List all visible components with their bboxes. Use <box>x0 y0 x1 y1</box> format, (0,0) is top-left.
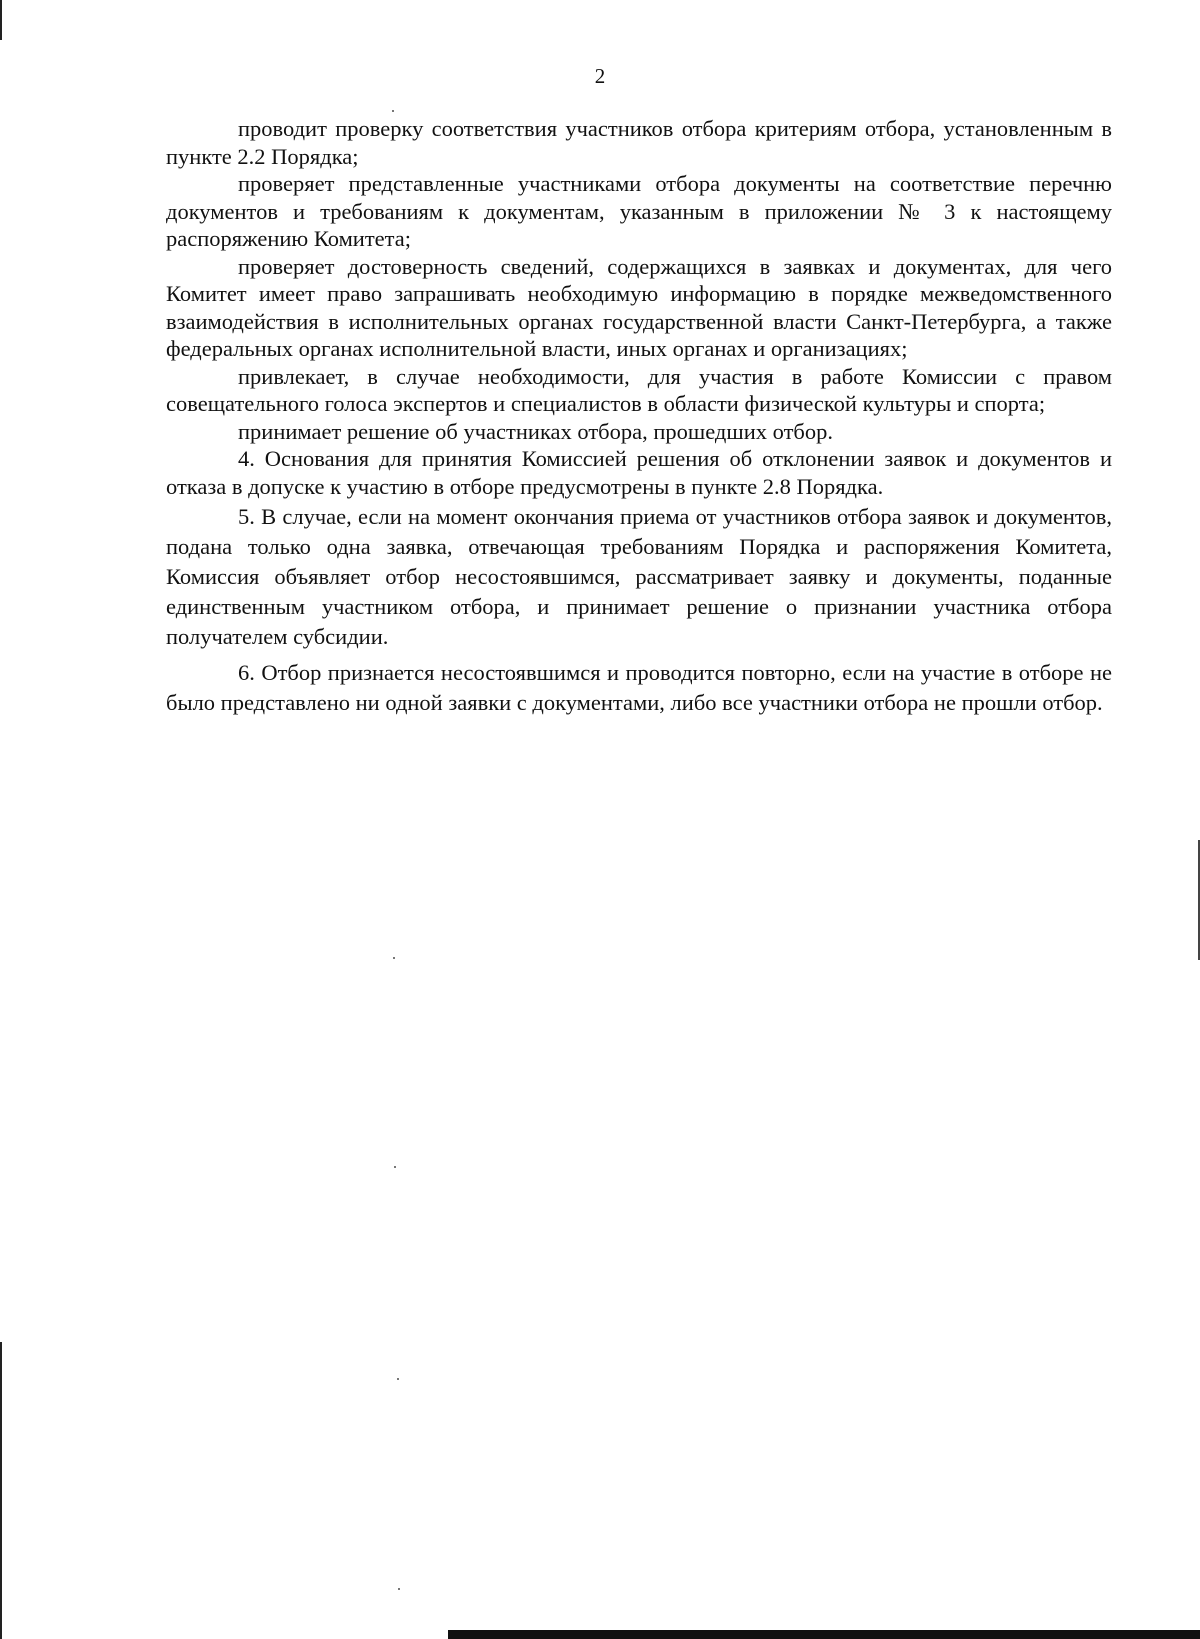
scan-speck <box>392 110 394 112</box>
paragraph-item-6: 6. Отбор признается несостоявшимся и проводится повторно, если на участие в отборе не было представлено ни одной заявки с документами, либо все участники отбора не прошли отбор. <box>166 660 1112 715</box>
paragraph-check-criteria: проводит проверку соответствия участников отбора критериям отбора, установленным в пункте 2.2 Порядка; <box>166 116 1112 169</box>
scan-bottom-bar <box>448 1630 1200 1639</box>
paragraph-make-decision: принимает решение об участниках отбора, прошедших отбор. <box>238 418 833 444</box>
paragraph-check-reliability: проверяет достоверность сведений, содержащихся в заявках и документах, для чего Комитет имеет право запрашивать необходимую информацию в порядке межведомственного взаимодействия в исполнительных органах государственной власти Санкт-Петербурга, а также федеральных органах исполнительной власти, иных органах и организациях; <box>166 253 1112 361</box>
scan-speck <box>397 1378 399 1380</box>
scan-speck <box>394 1166 396 1168</box>
scan-edge-mark-bottom <box>0 1342 2 1639</box>
page-number: 2 <box>594 64 606 88</box>
document-body <box>166 115 1112 718</box>
scan-speck <box>393 957 395 959</box>
paragraph-item-4: 4. Основания для принятия Комиссией решения об отклонении заявок и документов и отказа в допуске к участию в отборе предусмотрены в пункте 2.8 Порядка. <box>166 446 1112 499</box>
paragraph-involve-experts: привлекает, в случае необходимости, для участия в работе Комиссии с правом совещательного голоса экспертов и специалистов в области физической культуры и спорта; <box>166 363 1112 416</box>
scan-speck <box>398 1588 400 1590</box>
scan-edge-mark-top <box>0 0 2 40</box>
paragraph-item-5: 5. В случае, если на момент окончания приема от участников отбора заявок и документов, подана только одна заявка, отвечающая требованиям Порядка и распоряжения Комитета, Комиссия объявляет отбор несостоявшимся, рассматривает заявку и документы, поданные единственным участником отбора, и принимает решение о признании участника отбора получателем субсидии. <box>166 504 1112 649</box>
paragraph-check-documents: проверяет представленные участниками отбора документы на соответствие перечню документов и требованиям к документам, указанным в приложении № 3 к настоящему распоряжению Комитета; <box>166 171 1112 251</box>
